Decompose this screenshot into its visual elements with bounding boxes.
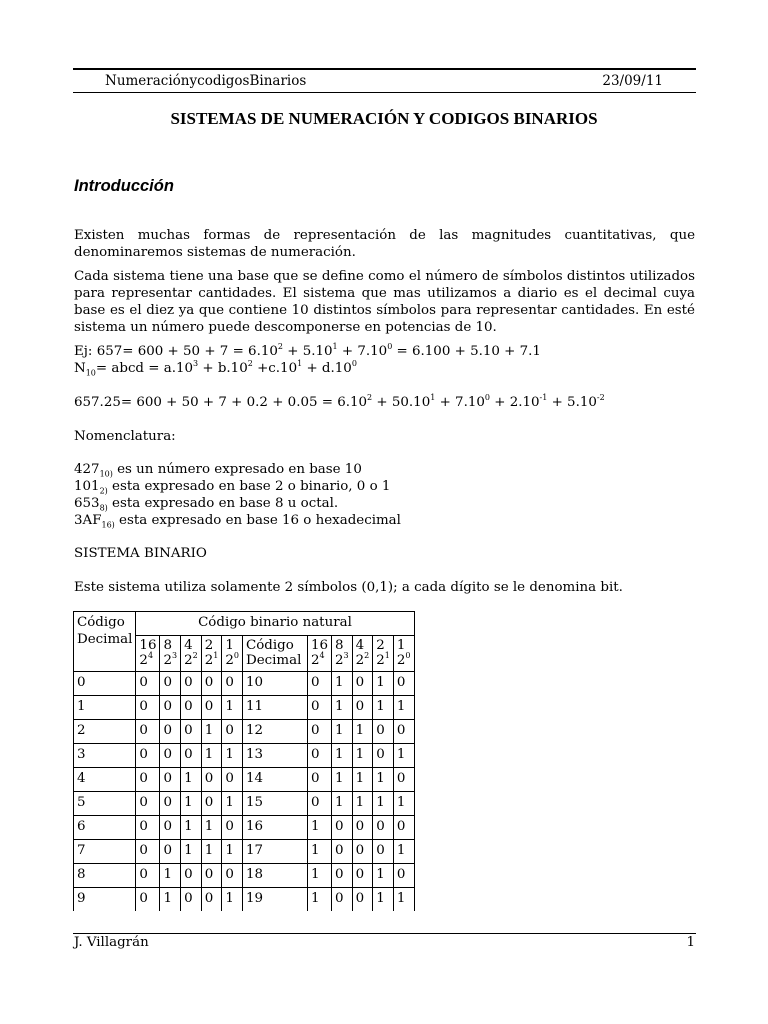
bit-cell: 1 bbox=[181, 792, 202, 816]
bit-cell: 1 bbox=[307, 840, 331, 864]
footer-page-number: 1 bbox=[686, 935, 695, 950]
decimal-cell: 17 bbox=[242, 840, 307, 864]
bit-cell: 0 bbox=[160, 720, 181, 744]
bit-cell: 1 bbox=[160, 888, 181, 912]
header-codigo-decimal-line1: Código bbox=[77, 615, 125, 630]
decimal-cell: 2 bbox=[74, 720, 136, 744]
weight-exponent: 0 bbox=[405, 650, 411, 660]
bit-cell: 0 bbox=[201, 672, 222, 696]
bit-cell: 0 bbox=[373, 816, 394, 840]
bit-cell: 1 bbox=[393, 696, 414, 720]
weight-exponent: 0 bbox=[233, 650, 239, 660]
bit-cell: 0 bbox=[393, 672, 414, 696]
bit-cell: 1 bbox=[201, 720, 222, 744]
bit-cell: 0 bbox=[136, 696, 160, 720]
weight-cell bbox=[393, 636, 414, 672]
decimal-cell: 7 bbox=[74, 840, 136, 864]
nomenclatura-label: Nomenclatura: bbox=[74, 429, 176, 444]
bit-cell: 1 bbox=[222, 696, 243, 720]
bit-cell: 0 bbox=[307, 792, 331, 816]
bit-cell: 0 bbox=[307, 744, 331, 768]
example-general-expansion bbox=[74, 360, 695, 377]
decimal-cell: 0 bbox=[74, 672, 136, 696]
nomenclature-line-3 bbox=[74, 495, 695, 512]
ex2-part-d: + d.10 bbox=[302, 361, 352, 376]
bit-cell: 0 bbox=[181, 888, 202, 912]
weight-exponent: 1 bbox=[213, 650, 219, 660]
bit-cell: 0 bbox=[201, 888, 222, 912]
paragraph-intro: Existen muchas formas de representación de las magnitudes cuantitativas, que denominaremos sistemas de numeración. bbox=[74, 228, 695, 260]
bit-cell: 1 bbox=[393, 744, 414, 768]
table-row bbox=[74, 672, 415, 696]
weight-value: 8 bbox=[335, 638, 344, 653]
header-codigo-decimal bbox=[74, 612, 136, 672]
header-date: 23/09/11 bbox=[602, 73, 663, 89]
bit-cell: 0 bbox=[136, 720, 160, 744]
ex1-part-d: = 6.100 + 5.10 + 7.1 bbox=[392, 344, 541, 359]
weight-power-base: 2 bbox=[376, 653, 385, 668]
table-row bbox=[74, 888, 415, 912]
weight-value: 16 bbox=[139, 638, 157, 653]
ex1-exp-a: 2 bbox=[277, 341, 283, 351]
weight-value: 1 bbox=[225, 638, 234, 653]
bit-cell: 1 bbox=[352, 792, 373, 816]
bit-cell: 0 bbox=[136, 864, 160, 888]
bit-cell: 1 bbox=[373, 864, 394, 888]
weight-power-base: 2 bbox=[204, 653, 214, 668]
weight-power-base: 2 bbox=[335, 653, 344, 668]
nom-3-base: 8) bbox=[99, 503, 108, 513]
nom-4-text: esta expresado en base 16 o hexadecimal bbox=[114, 513, 401, 528]
bit-cell: 0 bbox=[160, 744, 181, 768]
bit-cell: 1 bbox=[352, 744, 373, 768]
bit-cell: 1 bbox=[201, 744, 222, 768]
decimal-cell: 6 bbox=[74, 816, 136, 840]
weight-exponent: 2 bbox=[192, 650, 198, 660]
weight-value: 4 bbox=[355, 638, 365, 653]
header-codigo-binario-natural: Código binario natural bbox=[136, 612, 414, 636]
weight-power-base: 2 bbox=[163, 653, 172, 668]
bit-cell: 0 bbox=[136, 840, 160, 864]
ex1-part-b: + 5.10 bbox=[282, 344, 333, 359]
weight-cell bbox=[307, 636, 331, 672]
decimal-cell: 16 bbox=[242, 816, 307, 840]
bit-cell: 0 bbox=[393, 720, 414, 744]
ex2-exp-c: 1 bbox=[297, 358, 303, 368]
bit-cell: 0 bbox=[136, 792, 160, 816]
bit-cell: 1 bbox=[181, 840, 202, 864]
bit-cell: 1 bbox=[222, 792, 243, 816]
decimal-cell: 3 bbox=[74, 744, 136, 768]
bit-cell: 0 bbox=[332, 816, 353, 840]
weight-value: 4 bbox=[184, 638, 193, 653]
bit-cell: 0 bbox=[181, 744, 202, 768]
ex3-part-e: + 5.10 bbox=[547, 395, 597, 410]
bit-cell: 0 bbox=[160, 672, 181, 696]
nom-4-base: 16) bbox=[101, 520, 115, 530]
weight-power-base: 2 bbox=[225, 653, 234, 668]
decimal-cell: 18 bbox=[242, 864, 307, 888]
weight-exponent: 1 bbox=[384, 650, 390, 660]
nomenclature-line-4 bbox=[74, 512, 695, 529]
weight-exponent: 4 bbox=[319, 650, 325, 660]
decimal-cell: 13 bbox=[242, 744, 307, 768]
ex2-part-c: +c.10 bbox=[252, 361, 298, 376]
bit-cell: 0 bbox=[352, 864, 373, 888]
weight-cell bbox=[136, 636, 160, 672]
header-rule-bottom bbox=[73, 92, 696, 93]
bit-cell: 0 bbox=[332, 840, 353, 864]
weight-power-base: 2 bbox=[184, 653, 193, 668]
bit-cell: 1 bbox=[373, 768, 394, 792]
bit-cell: 1 bbox=[373, 696, 394, 720]
bit-cell: 0 bbox=[373, 840, 394, 864]
decimal-cell: 10 bbox=[242, 672, 307, 696]
bit-cell: 1 bbox=[307, 864, 331, 888]
bit-cell: 0 bbox=[222, 672, 243, 696]
paragraph-binario: Este sistema utiliza solamente 2 símbolos (0,1); a cada dígito se le denomina bit. bbox=[74, 580, 623, 595]
weight-power-base: 2 bbox=[355, 653, 365, 668]
weight-value: 1 bbox=[396, 638, 406, 653]
bit-cell: 0 bbox=[222, 816, 243, 840]
bit-cell: 0 bbox=[352, 696, 373, 720]
bit-cell: 0 bbox=[332, 888, 353, 912]
ex3-part-b: + 50.10 bbox=[372, 395, 431, 410]
ex1-exp-b: 1 bbox=[332, 341, 338, 351]
bit-cell: 0 bbox=[136, 744, 160, 768]
ex2-part-b: + b.10 bbox=[198, 361, 248, 376]
ex1-part-a: Ej: 657= 600 + 50 + 7 = 6.10 bbox=[74, 344, 278, 359]
bit-cell: 0 bbox=[373, 744, 394, 768]
bit-cell: 1 bbox=[222, 840, 243, 864]
paragraph-base: Cada sistema tiene una base que se define como el número de símbolos distintos utilizados para representar cantidades. El sistema que mas utilizamos a diario es el decimal cuya base es el diez ya que contiene 10 distintos símbolos para representar cantidades. En esté sistema un número puede descomponerse en potencias de 10. bbox=[74, 269, 695, 335]
weight-value: 16 bbox=[310, 638, 329, 653]
ex2-part-a: = abcd = a.10 bbox=[95, 361, 194, 376]
bit-cell: 0 bbox=[136, 672, 160, 696]
decimal-cell: 8 bbox=[74, 864, 136, 888]
bit-cell: 0 bbox=[160, 696, 181, 720]
bit-cell: 0 bbox=[201, 696, 222, 720]
bit-cell: 1 bbox=[201, 840, 222, 864]
bit-cell: 0 bbox=[393, 864, 414, 888]
nom-1-text: es un número expresado en base 10 bbox=[112, 462, 362, 477]
decimal-cell: 12 bbox=[242, 720, 307, 744]
weight-value: 2 bbox=[204, 638, 214, 653]
decimal-cell: 11 bbox=[242, 696, 307, 720]
example-decimal-expansion bbox=[74, 343, 695, 360]
weight-power-base: 2 bbox=[139, 653, 148, 668]
bit-cell: 1 bbox=[332, 672, 353, 696]
ex1-part-c: + 7.10 bbox=[337, 344, 388, 359]
bit-cell: 1 bbox=[332, 792, 353, 816]
nomenclature-line-2 bbox=[74, 478, 695, 495]
weight-cell bbox=[201, 636, 222, 672]
page-title: SISTEMAS DE NUMERACIÓN Y CODIGOS BINARIOS bbox=[170, 109, 598, 128]
nom-2-text: esta expresado en base 2 o binario, 0 o 1 bbox=[107, 479, 391, 494]
footer-author: J. Villagrán bbox=[74, 935, 149, 950]
bit-cell: 0 bbox=[201, 792, 222, 816]
bit-cell: 1 bbox=[393, 840, 414, 864]
nom-3-text: esta expresado en base 8 u octal. bbox=[107, 496, 339, 511]
decimal-cell: 14 bbox=[242, 768, 307, 792]
nom-2-number: 101 bbox=[74, 479, 100, 494]
nomenclature-line-1 bbox=[74, 461, 695, 478]
bit-cell: 0 bbox=[352, 840, 373, 864]
bit-cell: 0 bbox=[352, 816, 373, 840]
nom-1-number: 427 bbox=[74, 462, 100, 477]
bit-cell: 0 bbox=[136, 768, 160, 792]
bit-cell: 0 bbox=[222, 720, 243, 744]
bit-cell: 0 bbox=[201, 864, 222, 888]
ex3-exp-a: 2 bbox=[367, 392, 373, 402]
header-codigo-decimal-2 bbox=[242, 636, 307, 672]
bit-cell: 0 bbox=[181, 864, 202, 888]
weight-exponent: 4 bbox=[147, 650, 154, 660]
weight-cell bbox=[222, 636, 243, 672]
ex3-exp-c: 0 bbox=[484, 392, 490, 402]
bit-cell: 1 bbox=[307, 816, 331, 840]
bit-cell: 1 bbox=[181, 768, 202, 792]
table-header-row-1 bbox=[74, 612, 415, 636]
nom-2-base: 2) bbox=[99, 486, 108, 496]
bit-cell: 0 bbox=[201, 768, 222, 792]
section-heading-binario: SISTEMA BINARIO bbox=[74, 546, 207, 561]
bit-cell: 0 bbox=[222, 768, 243, 792]
table-row bbox=[74, 864, 415, 888]
weight-cell bbox=[373, 636, 394, 672]
header-rule-top bbox=[73, 68, 696, 70]
weight-cell bbox=[352, 636, 373, 672]
section-heading-introduccion: Introducción bbox=[74, 177, 174, 195]
ex3-exp-b: 1 bbox=[430, 392, 436, 402]
bit-cell: 0 bbox=[332, 864, 353, 888]
ex3-exp-d: -1 bbox=[539, 392, 548, 402]
decimal-cell: 4 bbox=[74, 768, 136, 792]
table-row bbox=[74, 696, 415, 720]
binary-code-table bbox=[73, 611, 415, 911]
header-codigo-decimal-2-line2: Decimal bbox=[245, 653, 302, 668]
weight-exponent: 2 bbox=[364, 650, 370, 660]
ex1-exp-c: 0 bbox=[387, 341, 393, 351]
bit-cell: 0 bbox=[181, 672, 202, 696]
weight-power-base: 2 bbox=[310, 653, 320, 668]
bit-cell: 0 bbox=[136, 816, 160, 840]
bit-cell: 0 bbox=[160, 768, 181, 792]
ex2-n-sub: 10 bbox=[85, 368, 96, 378]
nom-3-number: 653 bbox=[74, 496, 100, 511]
bit-cell: 0 bbox=[160, 840, 181, 864]
ex3-part-d: + 2.10 bbox=[489, 395, 540, 410]
ex3-part-c: + 7.10 bbox=[435, 395, 485, 410]
table-row bbox=[74, 816, 415, 840]
bit-cell: 1 bbox=[307, 888, 331, 912]
bit-cell: 1 bbox=[222, 888, 243, 912]
ex2-n: N bbox=[74, 361, 86, 376]
ex3-part-a: 657.25= 600 + 50 + 7 + 0.2 + 0.05 = 6.10 bbox=[74, 395, 368, 410]
bit-cell: 0 bbox=[222, 864, 243, 888]
table-row bbox=[74, 792, 415, 816]
nom-1-base: 10) bbox=[99, 469, 113, 479]
table-row bbox=[74, 720, 415, 744]
bit-cell: 1 bbox=[332, 720, 353, 744]
bit-cell: 1 bbox=[332, 768, 353, 792]
bit-cell: 0 bbox=[373, 720, 394, 744]
bit-cell: 1 bbox=[201, 816, 222, 840]
table-row bbox=[74, 744, 415, 768]
bit-cell: 0 bbox=[307, 696, 331, 720]
weight-cell bbox=[332, 636, 353, 672]
bit-cell: 1 bbox=[352, 768, 373, 792]
header-codigo-decimal-line2: Decimal bbox=[77, 632, 133, 647]
decimal-cell: 9 bbox=[74, 888, 136, 912]
weight-cell bbox=[160, 636, 181, 672]
ex2-exp-a: 3 bbox=[193, 358, 199, 368]
footer-rule bbox=[73, 933, 696, 934]
decimal-cell: 19 bbox=[242, 888, 307, 912]
ex3-exp-e: -2 bbox=[596, 392, 605, 402]
bit-cell: 1 bbox=[332, 744, 353, 768]
bit-cell: 0 bbox=[307, 720, 331, 744]
bit-cell: 0 bbox=[352, 672, 373, 696]
bit-cell: 1 bbox=[373, 672, 394, 696]
bit-cell: 1 bbox=[332, 696, 353, 720]
weight-cell bbox=[181, 636, 202, 672]
example-fraction-expansion bbox=[74, 394, 695, 411]
bit-cell: 0 bbox=[393, 816, 414, 840]
weight-exponent: 3 bbox=[172, 650, 178, 660]
bit-cell: 0 bbox=[160, 816, 181, 840]
bit-cell: 1 bbox=[373, 888, 394, 912]
bit-cell: 1 bbox=[393, 888, 414, 912]
bit-cell: 0 bbox=[393, 768, 414, 792]
decimal-cell: 1 bbox=[74, 696, 136, 720]
decimal-cell: 15 bbox=[242, 792, 307, 816]
header-codigo-decimal-2-line1: Código bbox=[245, 638, 294, 653]
header-document-name: NumeraciónycodigosBinarios bbox=[105, 73, 307, 89]
nom-4-number: 3AF bbox=[74, 513, 102, 528]
bit-cell: 0 bbox=[307, 768, 331, 792]
table-row bbox=[74, 840, 415, 864]
bit-cell: 1 bbox=[160, 864, 181, 888]
weight-exponent: 3 bbox=[343, 650, 349, 660]
ex2-exp-b: 2 bbox=[247, 358, 253, 368]
bit-cell: 1 bbox=[393, 792, 414, 816]
decimal-cell: 5 bbox=[74, 792, 136, 816]
bit-cell: 0 bbox=[136, 888, 160, 912]
bit-cell: 1 bbox=[181, 816, 202, 840]
table-row bbox=[74, 768, 415, 792]
weight-power-base: 2 bbox=[396, 653, 406, 668]
bit-cell: 1 bbox=[222, 744, 243, 768]
bit-cell: 1 bbox=[373, 792, 394, 816]
ex2-exp-d: 0 bbox=[351, 358, 357, 368]
bit-cell: 1 bbox=[352, 720, 373, 744]
bit-cell: 0 bbox=[352, 888, 373, 912]
weight-value: 8 bbox=[163, 638, 172, 653]
bit-cell: 0 bbox=[307, 672, 331, 696]
weight-value: 2 bbox=[376, 638, 385, 653]
bit-cell: 0 bbox=[160, 792, 181, 816]
bit-cell: 0 bbox=[181, 720, 202, 744]
bit-cell: 0 bbox=[181, 696, 202, 720]
